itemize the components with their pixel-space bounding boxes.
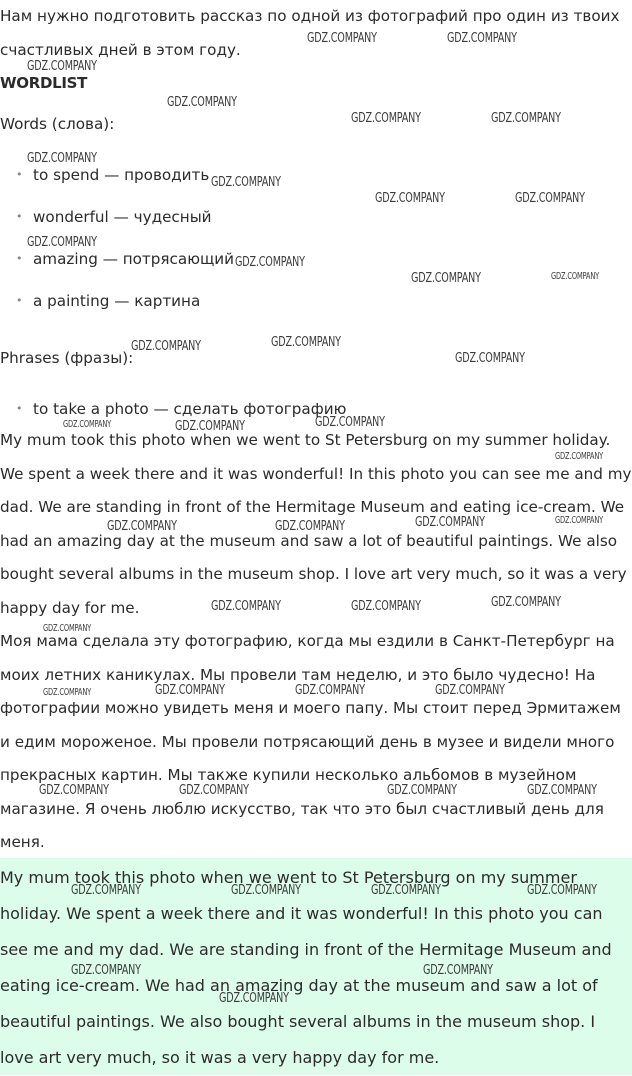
watermark: GDZ.COMPANY (107, 519, 177, 534)
watermark: GDZ.COMPANY (491, 595, 561, 610)
watermark: GDZ.COMPANY (27, 151, 97, 166)
words-label: Words (слова): (0, 115, 115, 133)
watermark: GDZ.COMPANY (211, 599, 281, 614)
watermark: GDZ.COMPANY (219, 991, 289, 1006)
story-english: My mum took this photo when we went to St Petersburg on my summer holiday. We spent a week there and it was wonderful! In this photo you can see me and my dad. We are standing in front of the Hermitage Museum and eating ice-cream. We had an amazing day at the museum and saw a lot of beautiful paintings. We also bought several albums in the museum shop. I love art very much, so it was a very happy day for me. (0, 431, 632, 617)
watermark: GDZ.COMPANY (551, 271, 600, 282)
watermark: GDZ.COMPANY (371, 883, 441, 898)
watermark: GDZ.COMPANY (271, 335, 341, 350)
answer-text: My mum took this photo when we went to St Petersburg on my summer holiday. We spent a week there and it was wonderful! In this photo you can see me and my dad. We are standing in front of the Hermitage Museum and eating ice-cream. We had an amazing day at the museum and saw a lot of beautiful paintings. We also bought several albums in the museum shop. I love art very much, so it was a very happy day for me. (0, 868, 612, 1067)
watermark: GDZ.COMPANY (179, 783, 249, 798)
watermark: GDZ.COMPANY (63, 419, 112, 430)
watermark: GDZ.COMPANY (27, 235, 97, 250)
watermark: GDZ.COMPANY (167, 95, 237, 110)
watermark: GDZ.COMPANY (43, 687, 92, 698)
watermark: GDZ.COMPANY (295, 683, 365, 698)
phrase-item: • to take a photo — сделать фотографию (16, 396, 346, 422)
word-item: • amazing — потрясающий (16, 246, 234, 272)
watermark: GDZ.COMPANY (231, 883, 301, 898)
watermark: GDZ.COMPANY (455, 351, 525, 366)
watermark: GDZ.COMPANY (235, 255, 305, 270)
story-russian: Моя мама сделала эту фотографию, когда мы ездили в Санкт-Петербург на моих летних каникулах. Мы провели там неделю, и это было чудесно! На фотографии можно увидеть меня и моего папу. Мы стоит перед Эрмитажем и едим мороженое. Мы провели потрясающий день в музее и видели много прекрасных картин. Мы также купили несколько альбомов в музейном магазине. Я очень люблю искусство, так что это был счастливый день для меня. (0, 632, 621, 851)
wordlist-heading: WORDLIST (0, 74, 88, 92)
watermark: GDZ.COMPANY (447, 31, 517, 46)
watermark: GDZ.COMPANY (39, 783, 109, 798)
word-item: • wonderful — чудесный (16, 204, 212, 230)
word-item: • to spend — проводить (16, 162, 209, 188)
word-item: • a painting — картина (16, 288, 200, 314)
watermark: GDZ.COMPANY (43, 623, 92, 634)
watermark: GDZ.COMPANY (555, 451, 604, 462)
watermark: GDZ.COMPANY (375, 191, 445, 206)
watermark: GDZ.COMPANY (275, 519, 345, 534)
watermark: GDZ.COMPANY (515, 191, 585, 206)
watermark: GDZ.COMPANY (423, 963, 493, 978)
watermark: GDZ.COMPANY (387, 783, 457, 798)
watermark: GDZ.COMPANY (211, 175, 281, 190)
watermark: GDZ.COMPANY (175, 419, 245, 434)
watermark: GDZ.COMPANY (527, 783, 597, 798)
answer-block (0, 858, 632, 1075)
watermark: GDZ.COMPANY (555, 515, 604, 526)
watermark: GDZ.COMPANY (527, 883, 597, 898)
watermark: GDZ.COMPANY (71, 963, 141, 978)
watermark: GDZ.COMPANY (131, 339, 201, 354)
phrases-label: Phrases (фразы): (0, 349, 134, 367)
watermark: GDZ.COMPANY (415, 515, 485, 530)
watermark: GDZ.COMPANY (315, 415, 385, 430)
watermark: GDZ.COMPANY (71, 883, 141, 898)
watermark: GDZ.COMPANY (351, 599, 421, 614)
watermark: GDZ.COMPANY (435, 683, 505, 698)
watermark: GDZ.COMPANY (491, 111, 561, 126)
watermark: GDZ.COMPANY (411, 271, 481, 286)
watermark: GDZ.COMPANY (27, 59, 97, 74)
watermark: GDZ.COMPANY (351, 111, 421, 126)
watermark: GDZ.COMPANY (307, 31, 377, 46)
task-text: Нам нужно подготовить рассказ по одной из фотографий про один из твоих счастливых дней в этом году. (0, 7, 620, 59)
watermark: GDZ.COMPANY (155, 683, 225, 698)
